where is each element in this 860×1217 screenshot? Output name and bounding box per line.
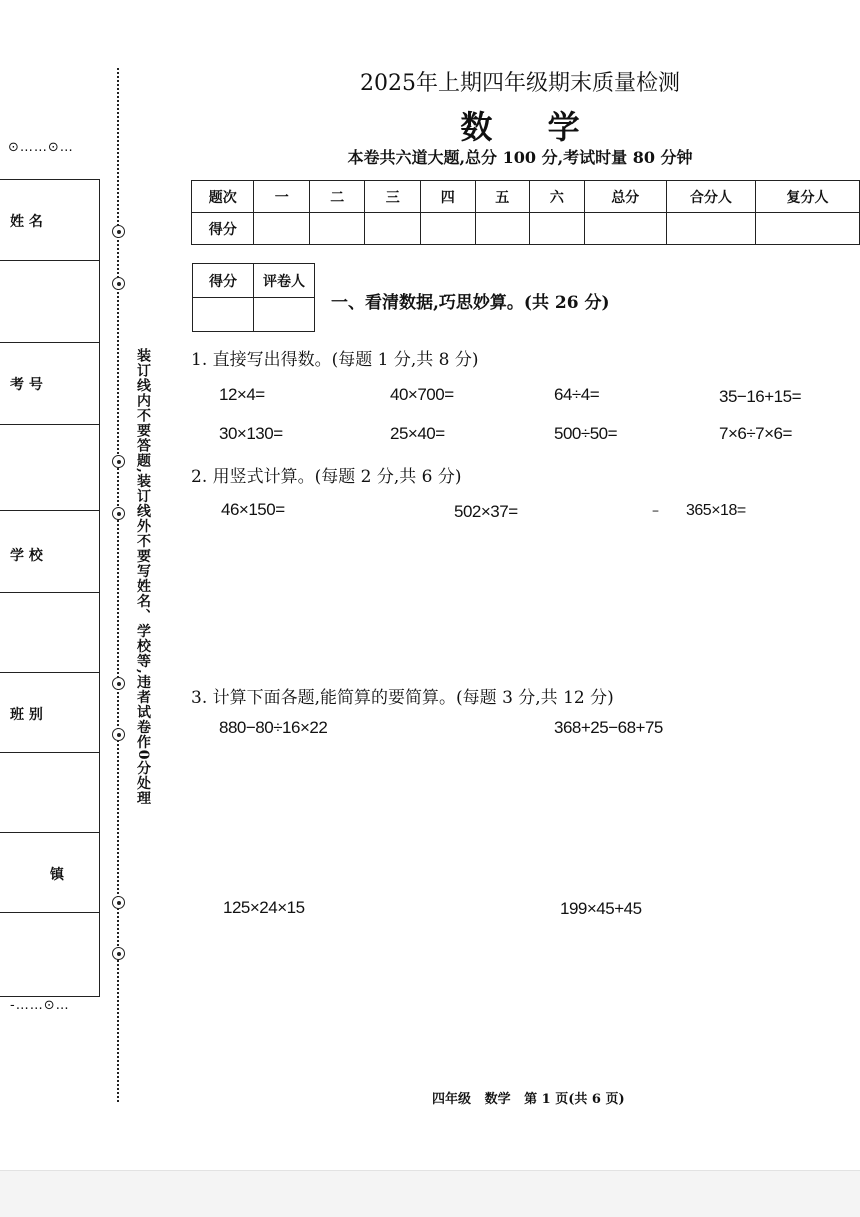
q2-item: 46×150= <box>221 500 285 519</box>
section-title: 一、看清数据,巧思妙算。(共 26 分) <box>331 293 610 313</box>
q1-item: 30×130= <box>219 424 283 443</box>
stray-mark: – <box>652 503 659 519</box>
score-blank-cell[interactable] <box>530 213 585 245</box>
score-header-cell: 一 <box>254 181 310 213</box>
binding-circle-icon <box>112 896 125 909</box>
q2-item: 502×37= <box>454 502 518 521</box>
grader-box <box>192 263 315 332</box>
exam-title: 2025年上期四年级期末质量检测 <box>360 71 680 96</box>
binding-dots-bottom: -……⊙… <box>10 998 70 1013</box>
score-value-row <box>192 213 860 245</box>
name-cell <box>0 180 99 261</box>
exam-info: 本卷共六道大题,总分 100 分,考试时量 80 分钟 <box>347 148 693 167</box>
town-cell <box>0 834 99 913</box>
score-blank-cell[interactable] <box>309 213 365 245</box>
class-cell <box>0 674 99 753</box>
grader-score-blank[interactable] <box>193 298 254 332</box>
binding-circle-icon <box>112 277 125 290</box>
binding-dots-top: ⊙……⊙… <box>8 140 74 155</box>
exam-number-label: 考 号 <box>10 377 43 393</box>
student-info-column <box>0 179 100 997</box>
q2-item: 365×18= <box>686 502 746 519</box>
score-header-cell: 四 <box>420 181 475 213</box>
school-label: 学 校 <box>10 548 43 564</box>
score-header-cell: 二 <box>309 181 365 213</box>
grader-name-label: 评卷人 <box>254 264 315 298</box>
q3-item: 368+25−68+75 <box>554 718 663 737</box>
score-header-cell: 五 <box>475 181 530 213</box>
score-blank-cell[interactable] <box>475 213 530 245</box>
town-label: 镇 <box>50 867 64 883</box>
score-blank-cell[interactable] <box>584 213 666 245</box>
q3-item: 125×24×15 <box>223 898 305 917</box>
page-footer: 四年级 数学 第 1 页(共 6 页) <box>432 1092 625 1107</box>
exam-number-blank-cell <box>0 426 99 511</box>
question-2-title: 2. 用竖式计算。(每题 2 分,共 6 分) <box>191 467 462 487</box>
q3-item: 880−80÷16×22 <box>219 718 328 737</box>
score-blank-cell[interactable] <box>755 213 859 245</box>
subject-title: 数 学 <box>460 108 602 146</box>
grader-score-label: 得分 <box>193 264 254 298</box>
q1-item: 500÷50= <box>554 424 618 443</box>
q1-item: 35−16+15= <box>719 387 802 406</box>
name-blank-cell <box>0 262 99 343</box>
school-cell <box>0 512 99 593</box>
score-table <box>191 180 860 245</box>
q1-item: 40×700= <box>390 385 454 404</box>
q1-item: 25×40= <box>390 424 445 443</box>
score-blank-cell[interactable] <box>666 213 755 245</box>
q3-item: 199×45+45 <box>560 899 642 918</box>
binding-circle-icon <box>112 947 125 960</box>
binding-circle-icon <box>112 728 125 741</box>
score-header-cell: 三 <box>365 181 421 213</box>
q1-item: 7×6÷7×6= <box>719 424 792 443</box>
score-row-label: 得分 <box>192 213 254 245</box>
score-blank-cell[interactable] <box>254 213 310 245</box>
question-3-title: 3. 计算下面各题,能简算的要简算。(每题 3 分,共 12 分) <box>191 688 614 708</box>
binding-circle-icon <box>112 677 125 690</box>
score-header-cell: 六 <box>530 181 585 213</box>
class-blank-cell <box>0 754 99 833</box>
class-label: 班 别 <box>10 707 43 723</box>
q1-item: 12×4= <box>219 385 265 404</box>
viewer-bottom-strip <box>0 1170 860 1217</box>
score-header-cell: 复分人 <box>755 181 859 213</box>
q1-item: 64÷4= <box>554 385 600 404</box>
score-blank-cell[interactable] <box>365 213 421 245</box>
score-header-cell: 合分人 <box>666 181 755 213</box>
score-header-row <box>192 181 860 213</box>
school-blank-cell <box>0 594 99 673</box>
binding-circle-icon <box>112 455 125 468</box>
score-header-cell: 题次 <box>192 181 254 213</box>
grader-name-blank[interactable] <box>254 298 315 332</box>
score-header-cell: 总分 <box>584 181 666 213</box>
binding-circle-icon <box>112 507 125 520</box>
name-label: 姓 名 <box>10 214 43 230</box>
score-blank-cell[interactable] <box>420 213 475 245</box>
exam-number-cell <box>0 344 99 425</box>
question-1-title: 1. 直接写出得数。(每题 1 分,共 8 分) <box>191 350 479 370</box>
binding-note: 装订线内不要答题,装订线外不要写姓名、学校等,违者试卷作0分处理 <box>135 348 151 806</box>
binding-circle-icon <box>112 225 125 238</box>
